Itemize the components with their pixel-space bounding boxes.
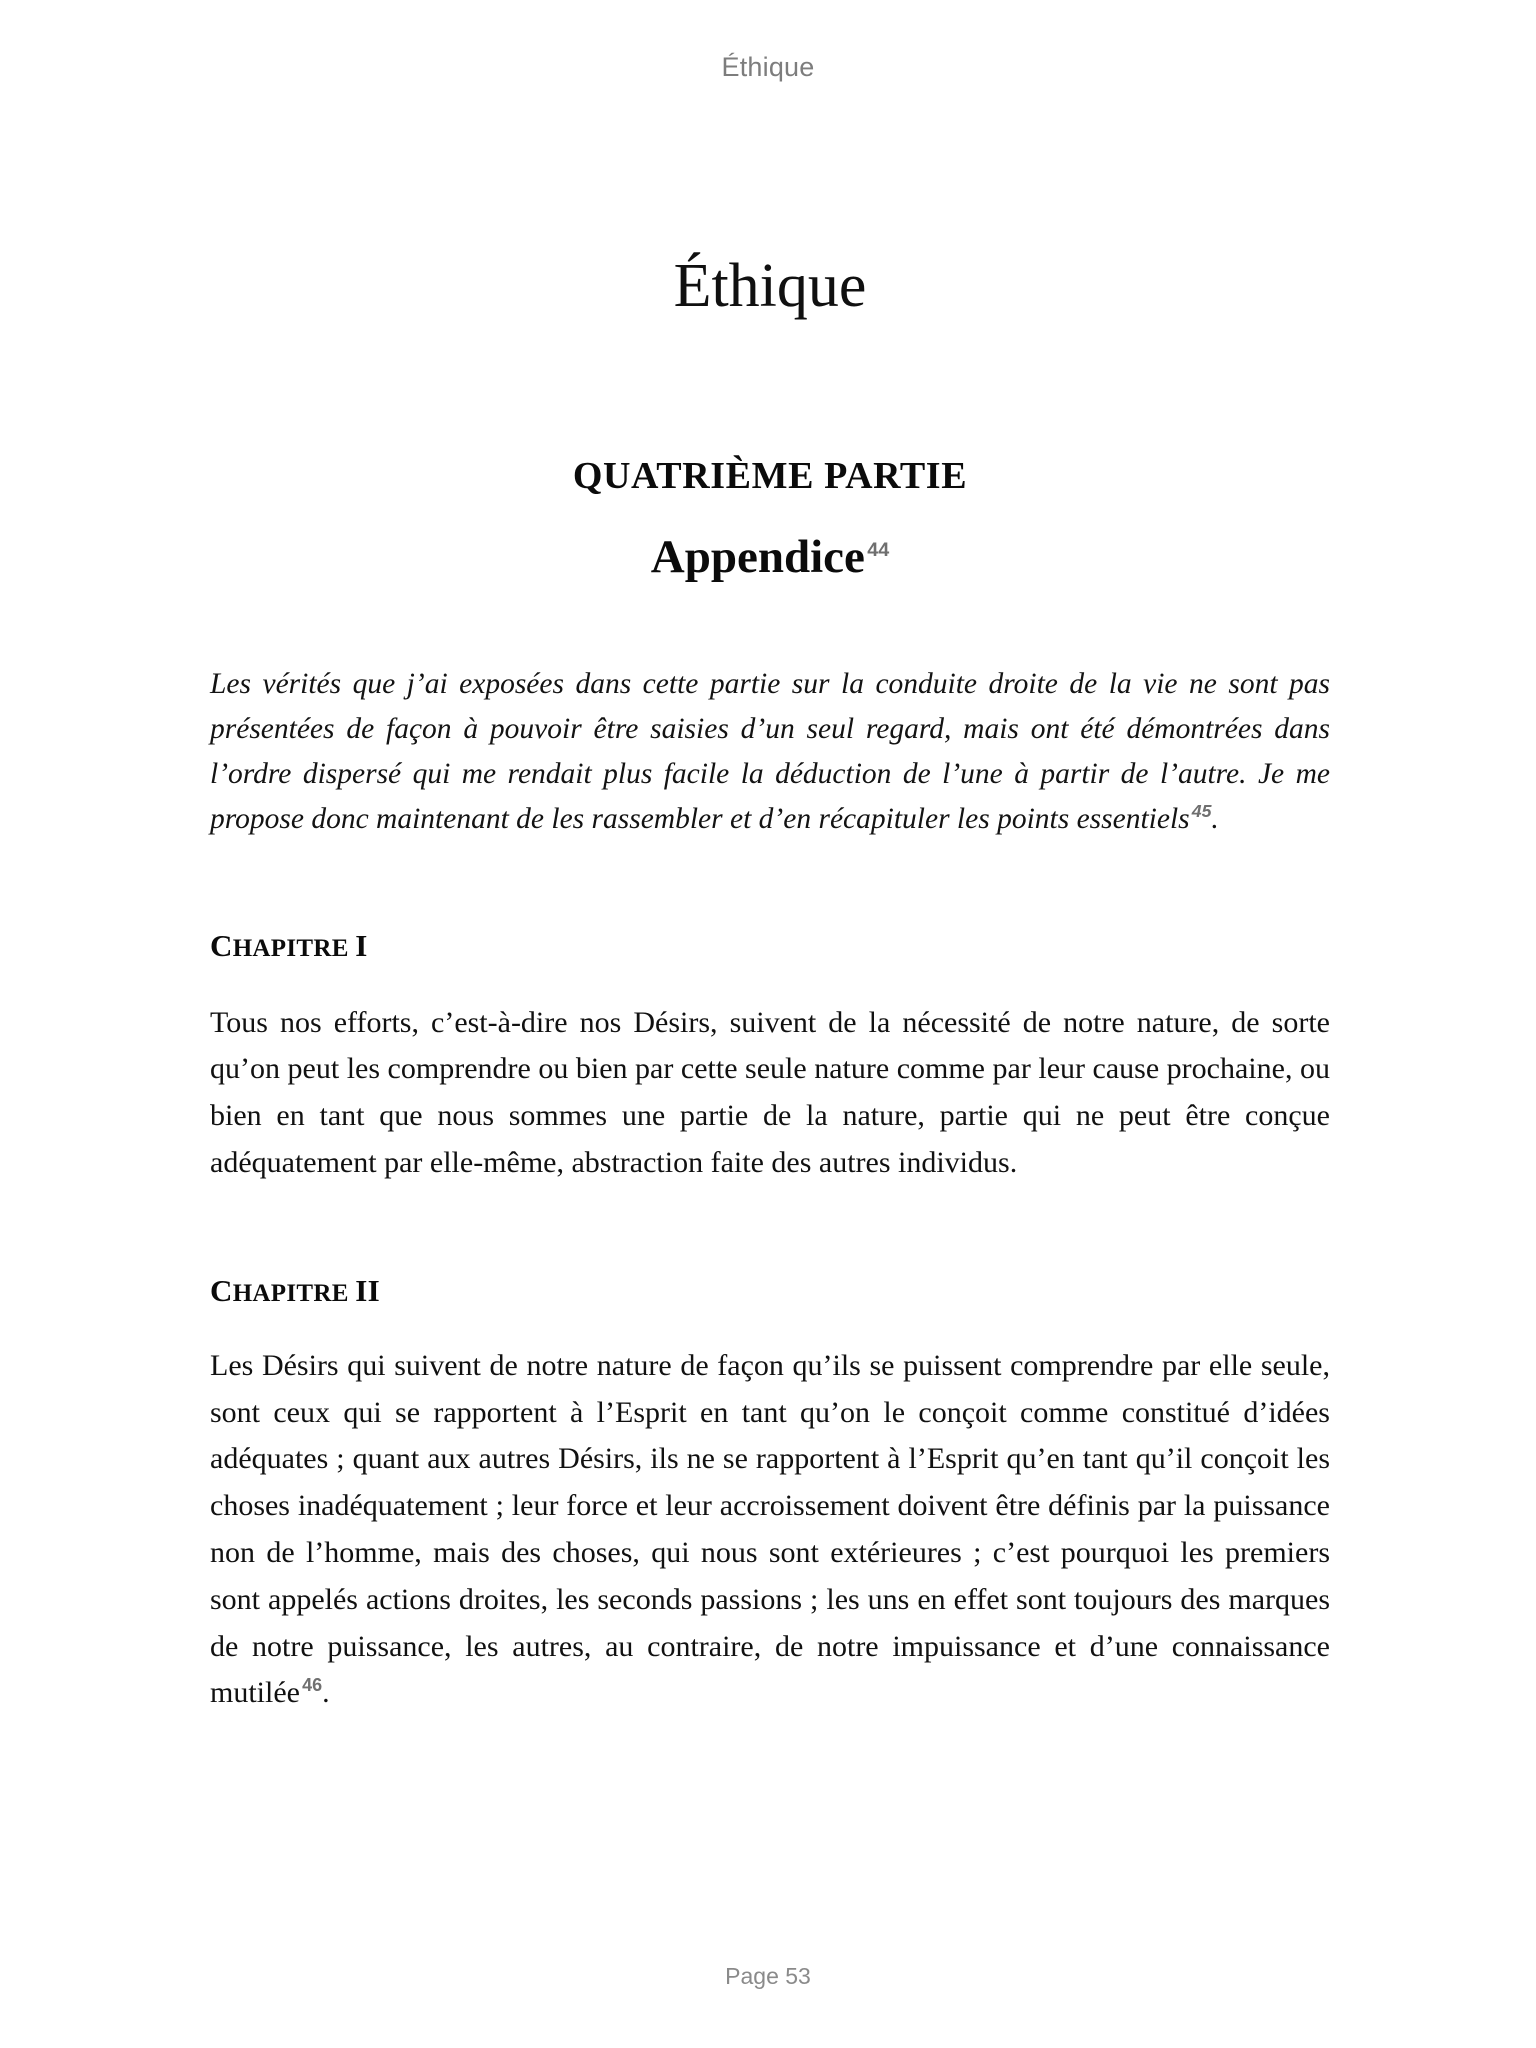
section-heading-label: Appendice (650, 531, 865, 584)
page-footer: Page 53 (725, 1963, 811, 1989)
chapter-heading-2-initial: C (210, 1272, 233, 1308)
part-heading: QUATRIÈME PARTIE (572, 455, 968, 498)
chapter-heading-2-numeral: II (355, 1272, 380, 1308)
section-heading (210, 530, 1330, 584)
chapter-2-body (210, 1343, 1330, 1717)
book-title: Éthique (673, 252, 867, 320)
lead-paragraph (210, 662, 1330, 841)
footnote-ref-45[interactable]: 45 (1191, 800, 1212, 821)
chapter-heading-1-numeral: I (355, 927, 368, 963)
footnote-ref-44[interactable]: 44 (867, 538, 890, 561)
chapter-heading-1-word: HAPITRE (232, 934, 349, 962)
lead-paragraph-text: Les vérités que j’ai exposées dans cette partie sur la conduite droite de la vie ne sont pas présentées de façon à pouvoir être saisies d’un seul regard, mais ont été démontrées dans l’ordre dispersé qui me rendait plus facile la déduction de l’une à partir de l’autre. Je me propose donc maintenant de les rassembler et d’en récapituler les points essentiels (210, 668, 1330, 835)
lead-paragraph-trailing: . (1211, 802, 1219, 835)
chapter-1-body: Tous nos efforts, c’est-à-dire nos Désirs, suivent de la nécessité de notre nature, de sorte qu’on peut les comprendre ou bien par cette seule nature comme par leur cause prochaine, ou bien en tant que nous sommes une partie de la nature, partie qui ne peut être conçue adéquatement par elle-même, abstraction faite des autres individus. (210, 1005, 1330, 1179)
chapter-2-body-text: Les Désirs qui suivent de notre nature de façon qu’ils se puissent comprendre par elle seule, sont ceux qui se rapportent à l’Esprit en tant qu’on le conçoit comme constitué d’idées adéquates ; quant aux autres Désirs, ils ne se rapportent à l’Esprit qu’en tant qu’il conçoit les choses inadéquatement ; leur force et leur accroissement doivent être définis par la puissance non de l’homme, mais des choses, qui nous sont extérieures ; c’est pourquoi les premiers sont appelés actions droites, les seconds passions ; les uns en effet sont toujours des marques de notre puissance, les autres, au contraire, de notre impuissance et d’une connaissance mutilée (210, 1348, 1330, 1710)
chapter-heading-2 (210, 1273, 1330, 1309)
chapter-heading-1 (210, 928, 1330, 964)
running-header: Éthique (721, 52, 815, 82)
chapter-heading-1-initial: C (210, 927, 233, 963)
footnote-ref-46[interactable]: 46 (302, 1675, 323, 1696)
chapter-heading-2-word: HAPITRE (232, 1279, 349, 1307)
page-content (210, 0, 1330, 1747)
chapter-2-body-trailing: . (322, 1676, 330, 1710)
